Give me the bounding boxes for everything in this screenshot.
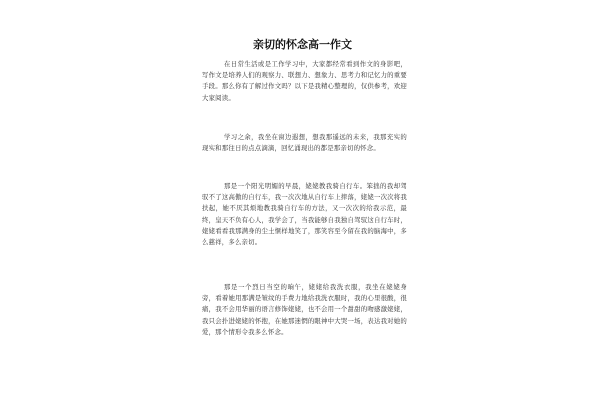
- paragraph-reverie: 学习之余，我坐在窗边遐想，想我那遥远的未来，我那充实的现实和那往日的点点滴滴，回忆涌现出的都是那亲切的怀念。: [202, 133, 407, 153]
- paragraph-laundry: 那是一个烈日当空的晌午，姥姥给我洗衣服，我坐在姥姥身旁，看着她用那满是皱纹的手费力地给我洗衣服时，我的心里很酸，很痛，我不会用华丽的语言修饰姥姥，也不会用一个甜甜的吻感激姥姥，我只会扑进姥姥的怀抱，在她那迷惘的眼神中大哭一场，表达我对她的爱，那个情形令我多么怀念。: [202, 283, 407, 336]
- document-sheet: [160, 30, 445, 395]
- document-title: 亲切的怀念高一作文: [253, 38, 352, 51]
- paragraph-bicycle: 那是一个阳光明媚的早晨，姥姥教我骑自行车。笨拙的我却驾驭不了这高傲的自行车，我一次次地从自行车上摔落，姥姥一次次将我扶起，她不厌其烦地教我骑自行车的方法，又一次次的给我示范，最终，皇天不负有心人，我学会了，当我能够自我独自驾驭这自行车时，姥姥看看我那满身的尘土惬样地笑了，那笑容至今留在我的脑海中，多么慈祥，多么亲切。: [202, 182, 407, 247]
- paragraph-intro: 在日常生活或是工作学习中，大家都经常看到作文的身影吧，写作文是培养人们的观察力、联想力、想象力、思考力和记忆力的重要手段。那么你有了解过作文吗？以下是我精心整理的，仅供参考，欢迎大家阅读。: [202, 60, 407, 102]
